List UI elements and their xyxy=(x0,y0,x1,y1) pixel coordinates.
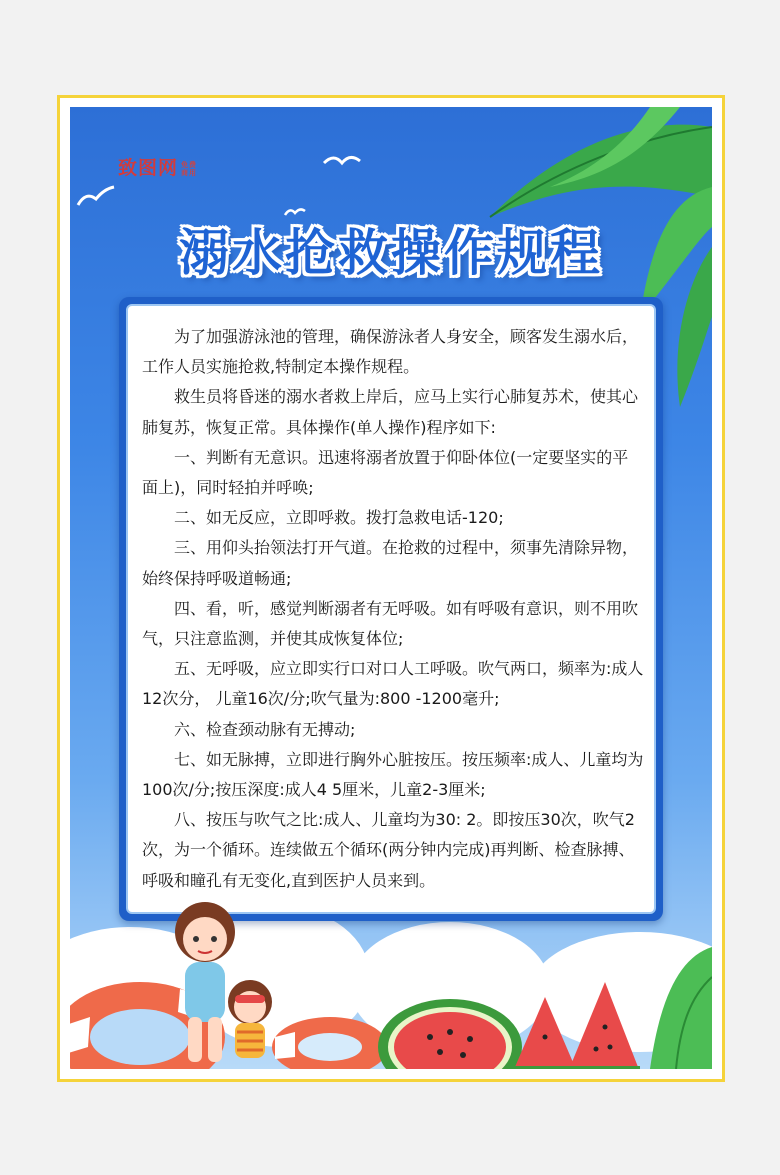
paragraph: 三、用仰头抬领法打开气道。在抢救的过程中，须事先清除异物，始终保持呼吸道畅通; xyxy=(142,538,639,588)
seagull-icon xyxy=(76,185,116,209)
page-title: 溺水抢救操作规程 xyxy=(179,224,603,282)
paragraph: 八、按压与吹气之比:成人、儿童均为30: 2。即按压30次，吹气2次，为一个循环。连续做五个循环(两分钟内完成)再判断、检查脉搏、呼吸和瞳孔有无变化,直到医护人员来到。 xyxy=(142,810,635,890)
watermelon-icon xyxy=(375,987,525,1069)
paragraph: 六、检查颈动脉有无搏动; xyxy=(174,719,356,739)
paragraph: 救生员将昏迷的溺水者救上岸后，应马上实行心肺复苏术，使其心肺复苏，恢复正常。具体操作(单人操作)程序如下: xyxy=(142,387,639,437)
watermelon-slice-icon xyxy=(510,977,640,1069)
paragraph: 七、如无脉搏，立即进行胸外心脏按压。按压频率:成人、儿童均为100次/分;按压深度:成人4 5厘米，儿童2-3厘米; xyxy=(142,749,644,800)
seagull-icon xyxy=(322,151,362,171)
paragraph: 一、判断有无意识。迅速将溺者放置于仰卧体位(一定要坚实的平面上)，同时轻拍并呼唤; xyxy=(142,447,629,498)
content-text xyxy=(142,322,644,896)
brand-logo: 致图网 免费 商用 xyxy=(118,157,198,179)
paragraph: 五、无呼吸，应立即实行口对口人工呼吸。吹气两口，频率为:成人12次分， 儿童16次/分;吹气量为:800 -1200毫升; xyxy=(142,659,644,709)
paragraph: 为了加强游泳池的管理，确保游泳者人身安全，顾客发生溺水后，工作人员实施抢救,特制定本操作规程。 xyxy=(142,327,639,377)
content-card xyxy=(119,297,663,921)
plant-icon xyxy=(640,937,712,1069)
swim-ring-icon xyxy=(270,1007,390,1069)
poster xyxy=(70,107,712,1069)
paragraph: 四、看，听，感觉判断溺者有无呼吸。如有呼吸有意识，则不用吹气，只注意监测，并使其成恢复体位; xyxy=(142,598,639,649)
content-card-inner xyxy=(126,304,656,914)
boy-illustration-icon xyxy=(215,977,285,1069)
paragraph: 二、如无反应，立即呼救。拨打急救电话-120; xyxy=(174,508,504,528)
